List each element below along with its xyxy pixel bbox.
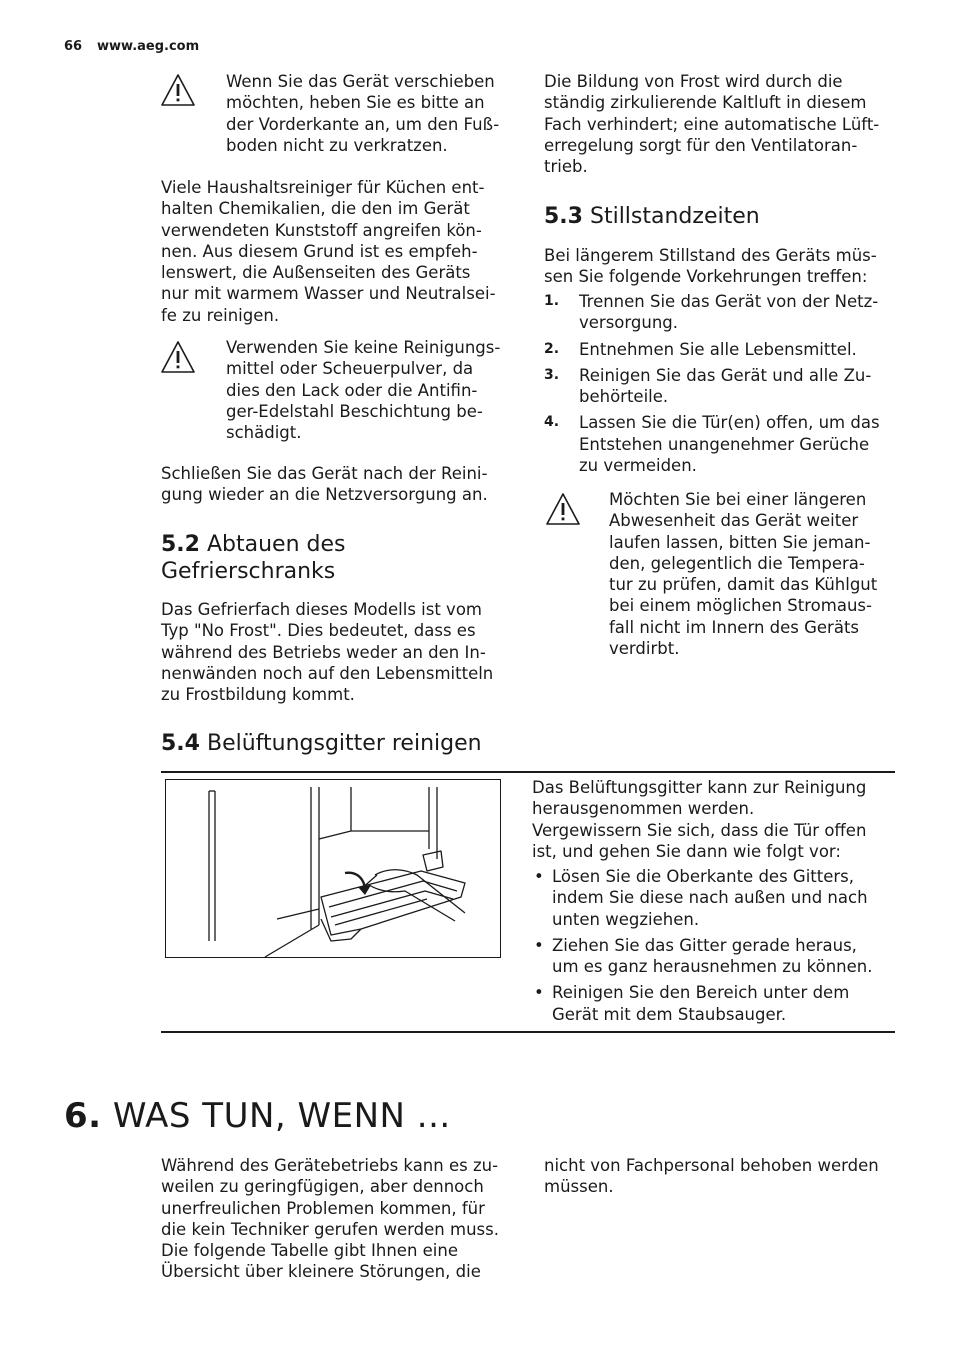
warning-icon xyxy=(160,73,196,107)
standstill-steps-list xyxy=(544,291,904,481)
list-item: 3. Reinigen Sie das Gerät und alle Zu- behörteile. xyxy=(544,365,872,407)
warning-text-move-appliance: Wenn Sie das Gerät verschieben möchten, heben Sie es bitte an der Vorderkante an, um den Fuß- boden nicht zu verkratzen. xyxy=(226,72,500,155)
paragraph-troubleshooting-intro: Während des Gerätebetriebs kann es zu- weilen zu geringfügigen, aber dennoch unerfreulichen Problemen kommen, für die kein Techniker gerufen werden muss. Die folgende Tabelle gibt Ihnen eine Übersicht über kleinere Störungen, die xyxy=(161,1156,499,1282)
paragraph-standstill-intro: Bei längerem Stillstand des Geräts müs- sen Sie folgende Vorkehrungen treffen: xyxy=(544,246,877,287)
paragraph-grille-intro: Das Belüftungsgitter kann zur Reinigung herausgenommen werden. Vergewissern Sie sich, dass die Tür offen ist, und gehen Sie dann wie folgt vor: xyxy=(532,778,867,861)
paragraph-troubleshooting-continued: nicht von Fachpersonal behoben werden müssen. xyxy=(544,1156,879,1197)
paragraph-reconnect: Schließen Sie das Gerät nach der Reini- gung wieder an die Netzversorgung an. xyxy=(161,464,488,505)
paragraph-frost-prevention: Die Bildung von Frost wird durch die ständig zirkulierende Kaltluft in diesem Fach verhindert; eine automatische Lüft- erregelung sorgt für den Ventilatoran- trieb. xyxy=(544,72,880,177)
warning-icon xyxy=(160,340,196,374)
divider-bottom xyxy=(161,1031,895,1033)
ventilation-grille-illustration xyxy=(165,779,501,959)
list-item: • Ziehen Sie das Gitter gerade heraus, um es ganz herausnehmen zu können. xyxy=(534,935,873,977)
list-item: • Lösen Sie die Oberkante des Gitters, indem Sie diese nach außen und nach unten wegziehen. xyxy=(534,867,868,929)
section-heading-5-3: 5.3 Stillstandzeiten xyxy=(544,204,760,229)
warning-text-absence: Möchten Sie bei einer längeren Abwesenheit das Gerät weiter laufen lassen, bitten Sie jeman- den, gelegentlich die Tempera- tur zu prüfen, damit das Kühlgut bei einem möglichen Stromaus- fall nicht im Innern des Geräts verdirbt. xyxy=(609,490,878,659)
list-item: 1. Trennen Sie das Gerät von der Netz- versorgung. xyxy=(544,292,879,333)
divider-top xyxy=(161,771,895,773)
list-item: 4. Lassen Sie die Tür(en) offen, um das Entstehen unangenehmer Gerüche zu vermeiden. xyxy=(544,413,880,476)
list-item: 2. Entnehmen Sie alle Lebensmittel. xyxy=(544,339,857,359)
warning-text-no-abrasives: Verwenden Sie keine Reinigungs- mittel oder Scheuerpulver, da dies den Lack oder die Antifin- ger-Edelstahl Beschichtung be- schädigt. xyxy=(226,338,501,443)
section-heading-5-2: 5.2 Abtauen des Gefrierschranks xyxy=(161,532,346,584)
section-heading-5-4: 5.4 Belüftungsgitter reinigen xyxy=(161,731,482,756)
grille-steps-list xyxy=(532,866,892,1030)
chapter-heading-6: 6. WAS TUN, WENN ... xyxy=(64,1096,451,1136)
page-number: 66 xyxy=(64,39,83,54)
paragraph-cleaning-agents: Viele Haushaltsreiniger für Küchen ent- halten Chemikalien, die den im Gerät verwendeten Kunststoff angreifen kön- nen. Aus diesem Grund ist es empfeh- lenswert, die Außenseiten des Geräts nur mit warmem Wasser und Neutralsei- fe zu reinigen. xyxy=(161,178,496,325)
header-url: www.aeg.com xyxy=(97,39,200,54)
warning-icon xyxy=(545,492,581,526)
list-item: • Reinigen Sie den Bereich unter dem Gerät mit dem Staubsauger. xyxy=(534,983,850,1024)
paragraph-no-frost: Das Gefrierfach dieses Modells ist vom Typ "No Frost". Dies bedeutet, dass es während des Betriebs weder an den In- nenwänden noch auf den Lebensmitteln zu Frostbildung kommt. xyxy=(161,600,494,705)
